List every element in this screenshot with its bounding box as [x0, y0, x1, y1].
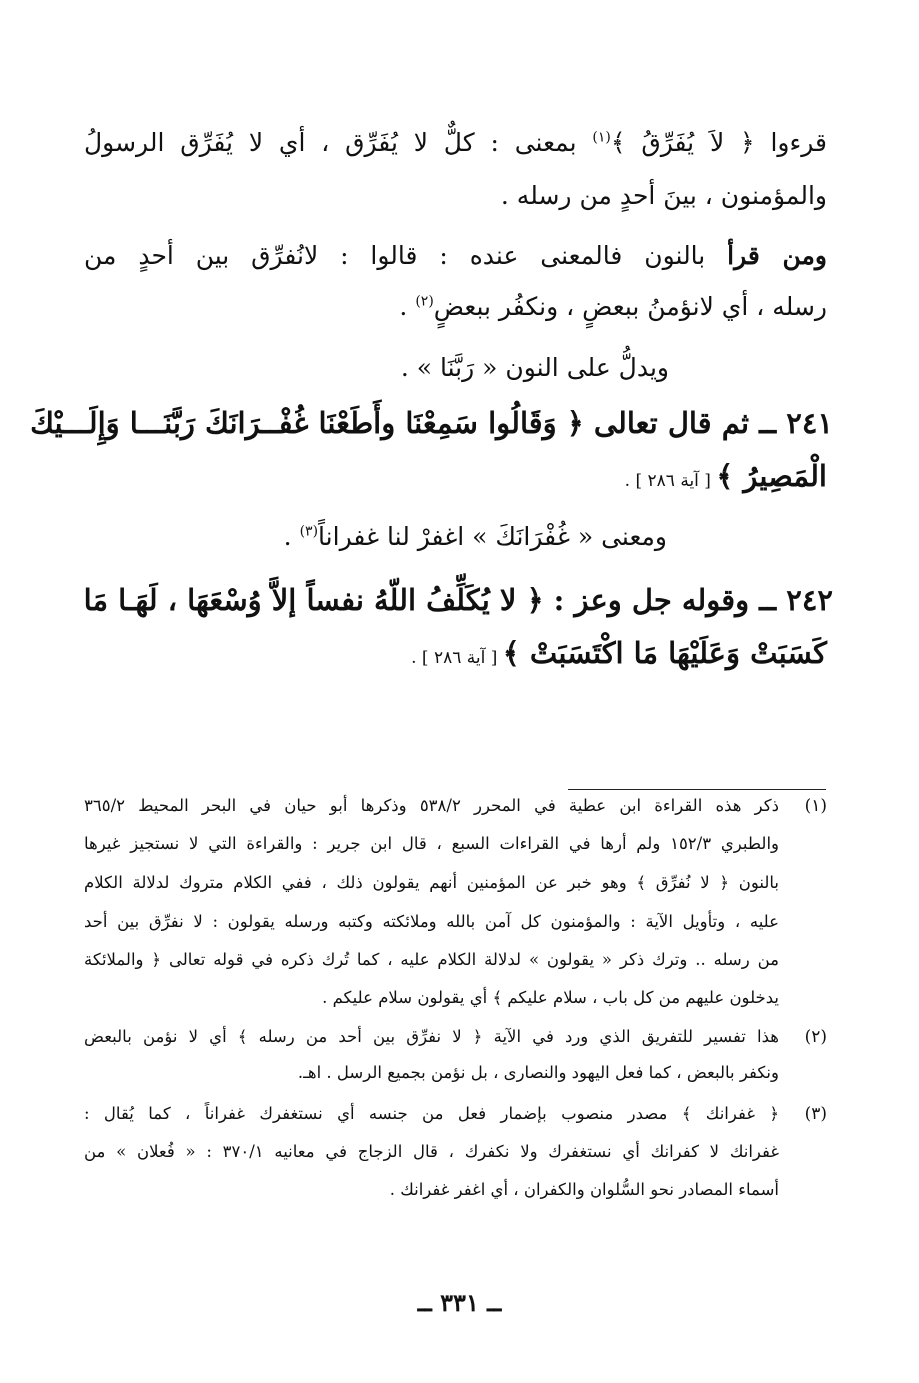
- footnote-text: هذا تفسير للتفريق الذي ورد في الآية ﴿ لا نفرِّق بين أحد من رسله ﴾ أي لا نؤمن بالبعض: [84, 1027, 779, 1046]
- entry-242-text: ٢٤٢ ــ وقوله جل وعز : ﴿ لا يُكَلِّفُ اللّهُ نفساً إلاَّ وُسْعَهَا ، لَهَـا مَا: [83, 583, 833, 617]
- footnote-text: يدخلون عليهم من كل باب ، سلام عليكم ﴾ أي يقولون سلام عليكم .: [322, 988, 779, 1007]
- footnote-1-number: (١): [804, 796, 827, 816]
- paragraph-1-line-2: [501, 181, 827, 211]
- entry-241-line-1: [30, 406, 833, 441]
- paragraph-1-line-1: [84, 128, 827, 158]
- footnote-1-line-5: [84, 950, 779, 970]
- footnote-text: ذكر هذه القراءة ابن عطية في المحرر ٥٣٨/٢ وذكرها أبو حيان في البحر المحيط ٣٦٥/٢: [84, 796, 779, 815]
- footnote-3-line-3: [390, 1180, 779, 1200]
- footnote-3-line-1: [84, 1104, 779, 1124]
- footnote-ref-1[interactable]: (١): [592, 129, 611, 146]
- p1-text-a: قرءوا ﴿ لاَ يُفَرِّقُ ﴾: [610, 128, 828, 157]
- entry-242-ayah-ref: [ آية ٢٨٦ ] .: [411, 648, 503, 668]
- footnote-text: أسماء المصادر نحو السُّلوان والكفران ، أي اغفر غفرانك .: [389, 1180, 779, 1199]
- entry-242-line-2: [411, 636, 827, 671]
- footnote-text: ﴿ غفرانك ﴾ مصدر منصوب بإضمار فعل من جنسه أي نستغفرك غفراناً ، كما يُقال :: [84, 1104, 779, 1123]
- entry-242-verse-end: كَسَبَتْ وَعَلَيْهَا مَا اكْتَسَبَتْ ﴾: [502, 636, 827, 670]
- p2-lead: ومن قرأ: [727, 241, 827, 270]
- footnote-1-line-6: [322, 988, 779, 1008]
- footnote-text: والطبري ١٥٢/٣ ولم أرها في القراءات السبع ، قال ابن جرير : والقراءة التي لا نستجيز غيرها: [84, 834, 779, 853]
- footnote-text: ونكفر بالبعض ، كما فعل اليهود والنصارى ، بل نؤمن بجميع الرسل . اهـ.: [297, 1063, 779, 1082]
- footnote-2-line-1: [84, 1027, 779, 1047]
- footnote-1-line-4: [84, 912, 779, 932]
- entry-241-verse-end: الْمَصِيرُ ﴾: [716, 459, 827, 493]
- p2-line2-text: رسله ، أي لانؤمنُ ببعضٍ ، ونكفُر ببعضٍ: [433, 292, 827, 321]
- footnote-2-number: (٢): [804, 1027, 827, 1047]
- footnote-1-line-1: [84, 796, 779, 816]
- p2-line2-end: .: [399, 292, 416, 321]
- footnote-3-line-2: [84, 1142, 779, 1162]
- paragraph-2-line-1: [84, 241, 827, 271]
- paragraph-3-line-1: [401, 353, 669, 383]
- page-number: ــ ٣٣١ ــ: [417, 1288, 502, 1317]
- footnote-text: عليه ، وتأويل الآية : والمؤمنون كل آمن بالله وملائكته وكتبه ورسله يقولون : لا نفرِّق بين أحد: [84, 912, 779, 931]
- footnote-3-number: (٣): [804, 1104, 827, 1124]
- footnote-text: بالنون ﴿ لا نُفرِّق ﴾ وهو خبر عن المؤمنين أنهم يقولون ذلك ، ففي الكلام متروك لدلالة الكلام: [84, 873, 779, 892]
- footnote-1-line-2: [84, 834, 779, 854]
- footnote-ref-2[interactable]: (٢): [415, 293, 434, 310]
- footnote-ref-3[interactable]: (٣): [299, 523, 319, 540]
- p3-text: ويدلُّ على النون « رَبَّنَا » .: [400, 353, 669, 382]
- entry-241-ayah-ref: [ آية ٢٨٦ ] .: [624, 471, 717, 491]
- entry-241-text: ٢٤١ ــ ثم قال تعالى ﴿ وَقَالُوا سَمِعْنَا وأَطَعْنَا غُفْــرَانَكَ رَبَّنَـــا وَإِلَـــيْكَ: [30, 406, 833, 440]
- paragraph-2-line-2: [399, 292, 827, 322]
- entry-242-line-1: [83, 583, 833, 618]
- p1-line2-text: والمؤمنون ، بينَ أحدٍ من رسله .: [500, 181, 827, 210]
- paragraph-4-line-1: [284, 522, 667, 552]
- p4-end: .: [283, 522, 300, 551]
- p4-text: ومعنى « غُفْرَانَكَ » اغفرْ لنا غفراناً: [318, 522, 667, 551]
- footnote-1-line-3: [84, 873, 779, 893]
- footnote-separator: [568, 789, 826, 790]
- footnote-2-line-2: [298, 1063, 779, 1083]
- entry-241-line-2: [625, 459, 827, 494]
- p2-text: بالنون فالمعنى عنده : قالوا : لانُفرِّق بين أحدٍ من: [84, 241, 728, 270]
- footnote-text: غفرانك لا كفرانك أي نستغفرك ولا نكفرك ، قال الزجاج في معانيه ٣٧٠/١ : « فُعلان » من: [84, 1142, 779, 1161]
- footnote-text: من رسله .. وترك ذكر « يقولون » لدلالة الكلام عليه ، كما تُرك ذكره في قوله تعالى ﴿ والملائكة: [84, 950, 779, 969]
- p1-text-b: بمعنى : كلٌّ لا يُفَرِّق ، أي لا يُفَرِّق الرسولُ: [84, 128, 593, 157]
